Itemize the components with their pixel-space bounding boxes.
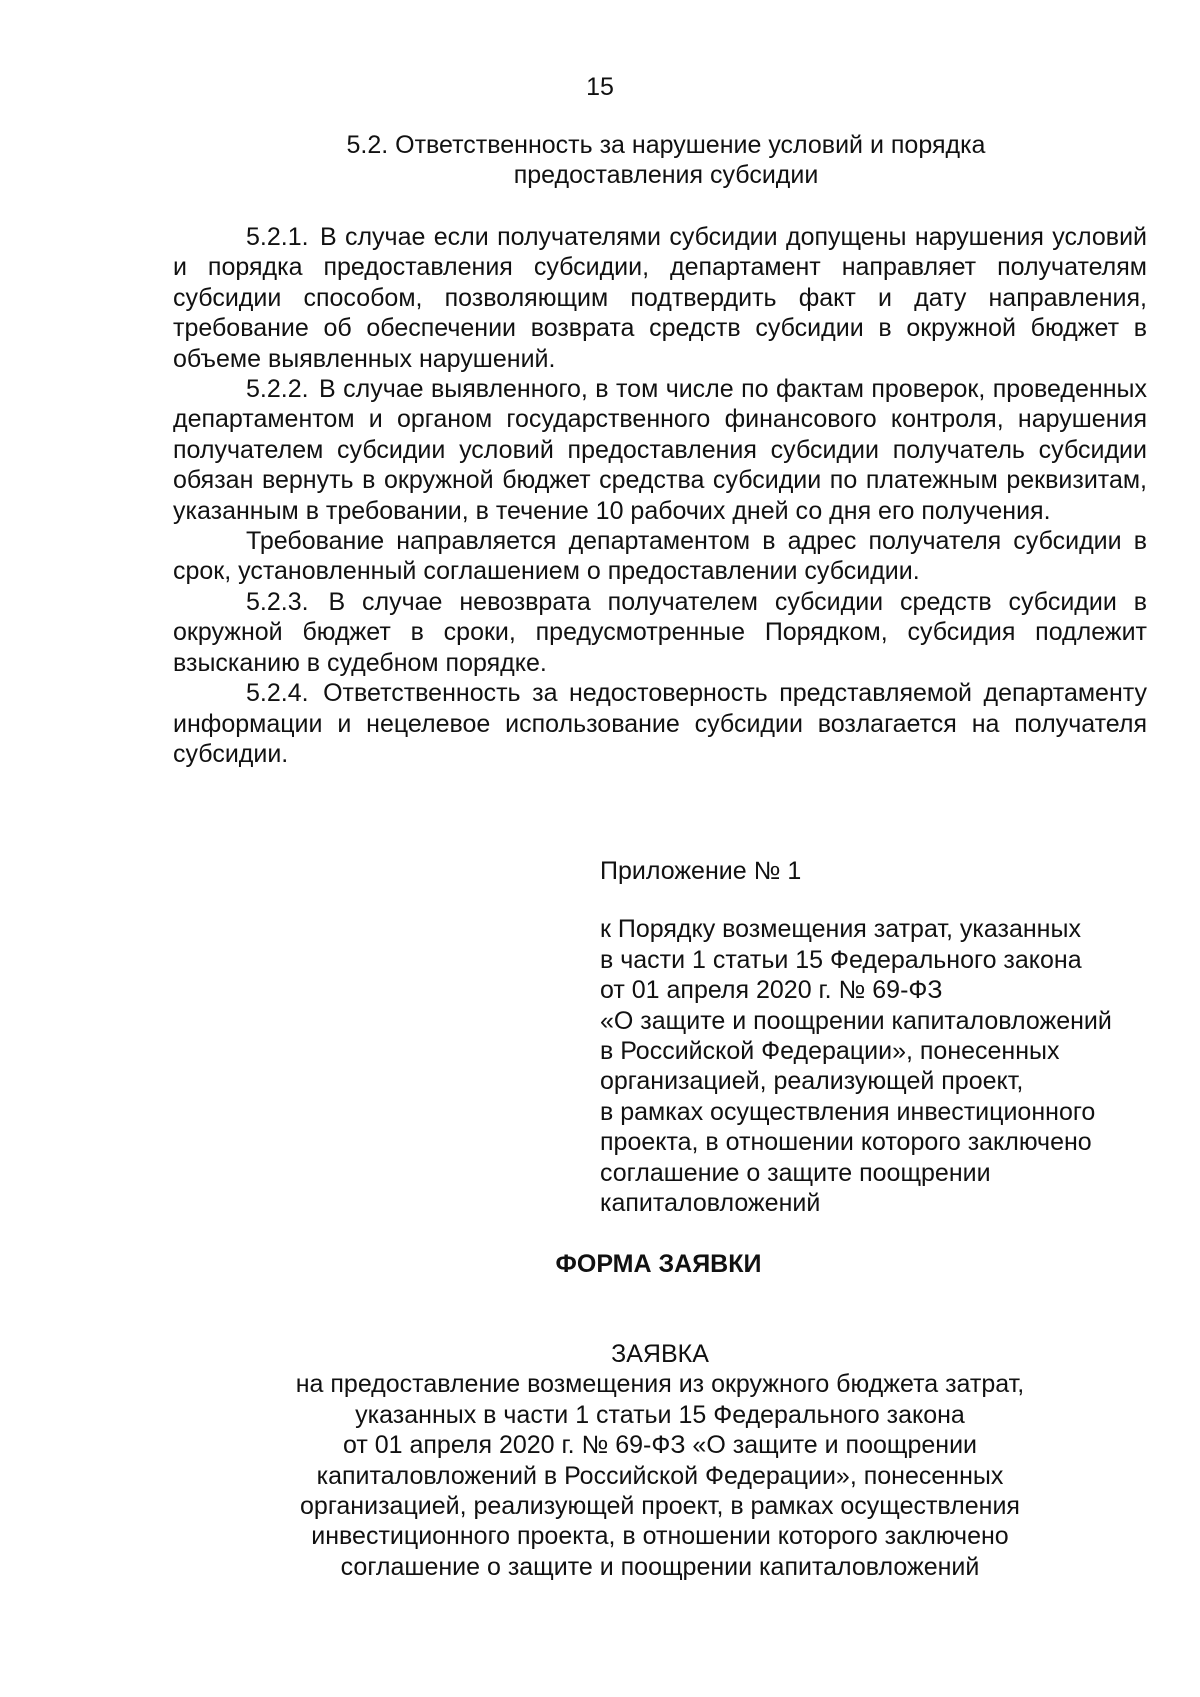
paragraph-5-2-1 xyxy=(173,222,1147,374)
application-line: от 01 апреля 2020 г. № 69-ФЗ «О защите и поощрении xyxy=(342,1431,978,1460)
form-title: ФОРМА ЗАЯВКИ xyxy=(555,1250,762,1278)
application-line: инвестиционного проекта, в отношении которого заключено xyxy=(311,1522,1009,1551)
paragraph-text: В случае выявленного, в том числе по фактам проверок, проведенных департаментом и органом государственного финансового контроля, нарушения получателем субсидии условий предоставления субсидии получатель субсидии обязан вернуть в окружной бюджет средства субсидии по платежным реквизитам, указанным в требовании, в течение 10 рабочих дней со дня его получения. xyxy=(173,375,1147,525)
appendix-line: организацией, реализующей проект, xyxy=(600,1067,1024,1096)
paragraph-label: 5.2.2. xyxy=(246,375,309,404)
appendix-line: от 01 апреля 2020 г. № 69-ФЗ xyxy=(600,976,943,1005)
appendix-line: проекта, в отношении которого заключено xyxy=(600,1128,1092,1157)
application-line: организацией, реализующей проект, в рамках осуществления xyxy=(300,1492,1020,1521)
paragraph-label: 5.2.4. xyxy=(246,679,309,708)
appendix-line: в рамках осуществления инвестиционного xyxy=(600,1097,1096,1126)
application-line: соглашение о защите и поощрении капиталовложений xyxy=(340,1552,980,1581)
section-title-line: 5.2. Ответственность за нарушение условий и порядка xyxy=(346,131,986,159)
paragraph-label: 5.2.1. xyxy=(246,223,309,251)
section-body xyxy=(173,222,1147,769)
application-heading xyxy=(173,1339,1147,1582)
application-title: ЗАЯВКА xyxy=(611,1340,709,1368)
paragraph-text: В случае невозврата получателем субсидии средств субсидии в окружной бюджет в сроки, предусмотренные Порядком, субсидия подлежит взысканию в судебном порядке. xyxy=(173,587,1147,677)
paragraph-5-2-4 xyxy=(173,678,1147,769)
paragraph-requirement xyxy=(173,526,1147,587)
paragraph-5-2-3 xyxy=(173,587,1147,678)
appendix-line: в части 1 статьи 15 Федерального закона xyxy=(600,945,1082,974)
application-line: капиталовложений в Российской Федерации», понесенных xyxy=(316,1461,1004,1490)
appendix-title: Приложение № 1 xyxy=(600,857,802,885)
application-line: на предоставление возмещения из окружного бюджета затрат, xyxy=(295,1370,1025,1399)
appendix-line: капиталовложений xyxy=(600,1189,821,1218)
paragraph-text: Ответственность за недостоверность представляемой департаменту информации и нецелевое использование субсидии возлагается на получателя субсидии. xyxy=(173,679,1147,768)
appendix-line: соглашение о защите поощрении xyxy=(600,1158,991,1187)
section-title-line: предоставления субсидии xyxy=(513,161,819,190)
appendix-line: «О защите и поощрении капиталовложений xyxy=(600,1006,1112,1035)
page-number: 15 xyxy=(586,73,614,101)
paragraph-label: 5.2.3. xyxy=(246,587,309,616)
appendix-line: к Порядку возмещения затрат, указанных xyxy=(600,915,1081,944)
section-title xyxy=(173,130,1159,191)
appendix-block xyxy=(600,856,1160,1218)
paragraph-5-2-2 xyxy=(173,374,1147,526)
appendix-reference xyxy=(600,914,1160,1218)
paragraph-text: Требование направляется департаментом в адрес получателя субсидии в срок, установленный соглашением о предоставлении субсидии. xyxy=(173,527,1147,586)
application-line: указанных в части 1 статьи 15 Федерального закона xyxy=(355,1400,965,1429)
appendix-line: в Российской Федерации», понесенных xyxy=(600,1037,1060,1066)
paragraph-text: В случае если получателями субсидии допущены нарушения условий и порядка предоставления субсидии, департамент направляет получателям субсидии способом, позволяющим подтвердить факт и дату направления, требование об обеспечении возврата средств субсидии в окружной бюджет в объеме выявленных нарушений. xyxy=(173,223,1148,373)
